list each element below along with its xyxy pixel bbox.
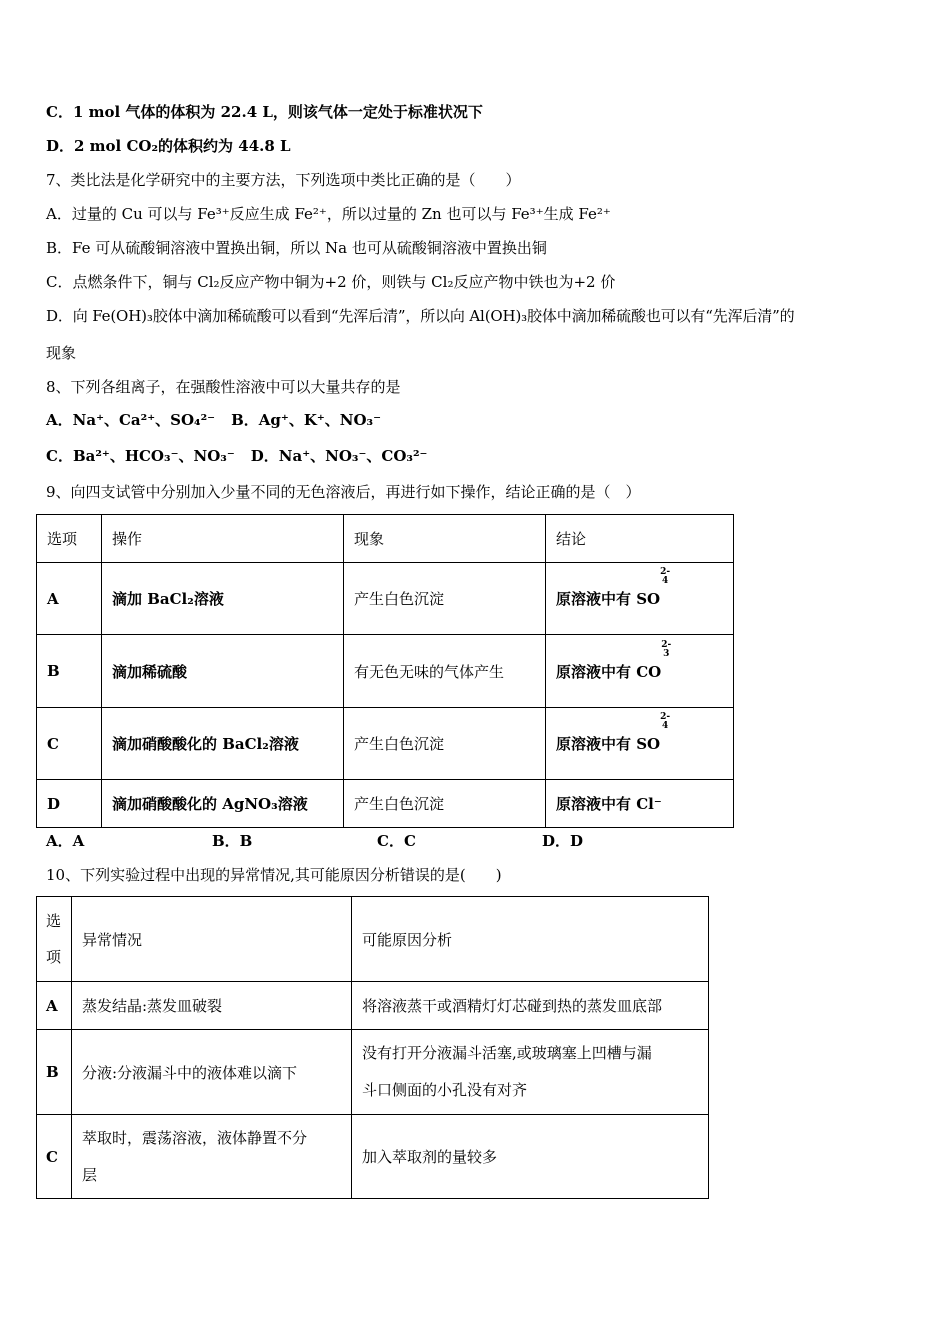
q10-row-label: A xyxy=(37,982,72,1030)
q8-option-c: C．Ba²⁺、HCO₃⁻、NO₃⁻ xyxy=(46,447,235,465)
q9-row-phenomenon: 有无色无味的气体产生 xyxy=(344,635,546,708)
q9-header-operation: 操作 xyxy=(102,515,344,563)
q9-header-phenomenon: 现象 xyxy=(344,515,546,563)
q9-row-phenomenon: 产生白色沉淀 xyxy=(344,563,546,635)
q9-row-conclusion: 原溶液中有 SO 2- 4 xyxy=(546,563,734,635)
table-row xyxy=(37,982,709,1030)
q10-table-header xyxy=(37,897,709,982)
q7-option-d: D．向 Fe(OH)₃胶体中滴加稀硫酸可以看到“先浑后清”，所以向 Al(OH)₃胶体中滴加稀硫酸也可以有“先浑后清”的 xyxy=(46,307,795,325)
q10-row-abnormal: 萃取时，震荡溶液，液体静置不分 层 xyxy=(72,1115,352,1199)
q9-answer-a: A．A xyxy=(46,832,85,850)
q7-option-b: B．Fe 可从硫酸铜溶液中置换出铜，所以 Na 也可从硫酸铜溶液中置换出铜 xyxy=(46,239,547,257)
q9-row-label: B xyxy=(37,635,102,708)
q9-header-conclusion: 结论 xyxy=(546,515,734,563)
table-row xyxy=(37,1030,709,1115)
q7-option-d-cont: 现象 xyxy=(46,344,77,362)
q9-row-operation: 滴加稀硫酸 xyxy=(102,635,344,708)
q10-row-cause: 加入萃取剂的量较多 xyxy=(352,1115,709,1199)
q9-row-label: C xyxy=(37,708,102,780)
q10-header-abnormal: 异常情况 xyxy=(72,897,352,982)
q10-row-abnormal: 分液:分液漏斗中的液体难以滴下 xyxy=(72,1030,352,1115)
q9-row-label: D xyxy=(37,780,102,828)
q9-row-conclusion: 原溶液中有 CO 2- 3 xyxy=(546,635,734,708)
q8-stem: 8、下列各组离子，在强酸性溶液中可以大量共存的是 xyxy=(46,378,401,396)
q9-row-label: A xyxy=(37,563,102,635)
q6-option-d: D．2 mol CO₂的体积约为 44.8 L xyxy=(46,137,291,155)
q10-row-cause: 没有打开分液漏斗活塞,或玻璃塞上凹槽与漏 斗口侧面的小孔没有对齐 xyxy=(352,1030,709,1115)
table-row xyxy=(37,780,734,828)
q7-option-a: A．过量的 Cu 可以与 Fe³⁺反应生成 Fe²⁺，所以过量的 Zn 也可以与 Fe³⁺生成 Fe²⁺ xyxy=(46,205,611,223)
q7-stem: 7、类比法是化学研究中的主要方法，下列选项中类比正确的是（ ） xyxy=(46,171,521,189)
q10-header-cause: 可能原因分析 xyxy=(352,897,709,982)
q8-options-ab xyxy=(46,410,381,430)
q9-row-operation: 滴加硝酸酸化的 BaCl₂溶液 xyxy=(102,708,344,780)
q9-table xyxy=(36,514,734,828)
q8-option-d: D．Na⁺、NO₃⁻、CO₃²⁻ xyxy=(250,447,428,465)
q10-stem: 10、下列实验过程中出现的异常情况,其可能原因分析错误的是( ) xyxy=(46,866,502,884)
q10-row-abnormal: 蒸发结晶:蒸发皿破裂 xyxy=(72,982,352,1030)
q9-header-option: 选项 xyxy=(37,515,102,563)
q9-row-phenomenon: 产生白色沉淀 xyxy=(344,708,546,780)
q7-option-c: C．点燃条件下，铜与 Cl₂反应产物中铜为+2 价，则铁与 Cl₂反应产物中铁也为+2 价 xyxy=(46,273,616,291)
q9-row-operation: 滴加硝酸酸化的 AgNO₃溶液 xyxy=(102,780,344,828)
q8-option-a: A．Na⁺、Ca²⁺、SO₄²⁻ xyxy=(46,411,216,429)
table-row xyxy=(37,563,734,635)
q9-row-phenomenon: 产生白色沉淀 xyxy=(344,780,546,828)
table-row xyxy=(37,1115,709,1199)
q9-stem: 9、向四支试管中分别加入少量不同的无色溶液后，再进行如下操作，结论正确的是（ ） xyxy=(46,483,641,501)
q9-row-conclusion: 原溶液中有 Cl⁻ xyxy=(546,780,734,828)
q9-row-operation: 滴加 BaCl₂溶液 xyxy=(102,563,344,635)
table-row xyxy=(37,635,734,708)
q8-option-b: B．Ag⁺、K⁺、NO₃⁻ xyxy=(231,411,382,429)
q9-row-conclusion: 原溶液中有 SO 2- 4 xyxy=(546,708,734,780)
q10-row-label: C xyxy=(37,1115,72,1199)
q10-row-cause: 将溶液蒸干或酒精灯灯芯碰到热的蒸发皿底部 xyxy=(352,982,709,1030)
q9-answer-d: D．D xyxy=(542,832,584,850)
q9-answer-b: B．B xyxy=(212,832,253,850)
q9-table-header xyxy=(37,515,734,563)
table-row xyxy=(37,708,734,780)
q10-table xyxy=(36,896,709,1199)
q6-option-c: C．1 mol 气体的体积为 22.4 L，则该气体一定处于标准状况下 xyxy=(46,103,483,121)
q9-answer-c: C．C xyxy=(377,832,416,850)
q8-options-cd xyxy=(46,446,427,466)
q10-header-option: 选 项 xyxy=(37,897,72,982)
q10-row-label: B xyxy=(37,1030,72,1115)
